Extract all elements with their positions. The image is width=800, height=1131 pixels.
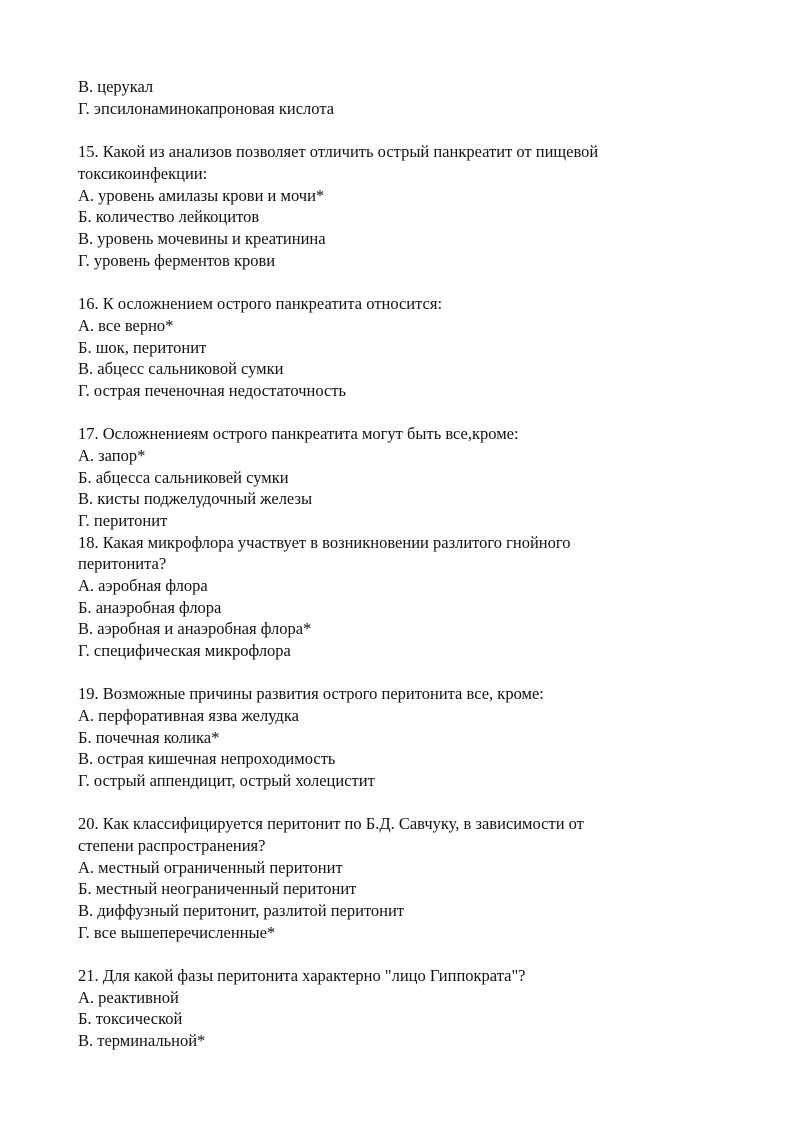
answer-option-a-q15: А. уровень амилазы крови и мочи* [78,186,325,205]
answer-option-g-q16: Г. острая печеночная недостаточность [78,381,347,400]
answer-option-b-q18: Б. анаэробная флора [78,598,222,617]
answer-option-v-q14: В. церукал [78,77,154,96]
answer-option-v-q19: В. острая кишечная непроходимость [78,749,336,768]
question-16-title: 16. К осложнением острого панкреатита относится: [78,294,443,313]
answer-option-a-q18: А. аэробная флора [78,576,208,595]
answer-option-v-q20: В. диффузный перитонит, разлитой перитонит [78,901,405,920]
answer-option-v-q16: В. абцесс сальниковой сумки [78,359,284,378]
answer-option-b-q17: Б. абцесса сальниковей сумки [78,468,289,487]
answer-option-v-q15: В. уровень мочевины и креатинина [78,229,326,248]
answer-option-a-q16: А. все верно* [78,316,174,335]
answer-option-v-q18: В. аэробная и анаэробная флора* [78,619,312,638]
answer-option-a-q17: А. запор* [78,446,146,465]
question-19-title: 19. Возможные причины развития острого перитонита все, кроме: [78,684,544,703]
question-18-title: 18. Какая микрофлора участвует в возникновении разлитого гнойного [78,533,571,552]
answer-option-g-q15: Г. уровень ферментов крови [78,251,276,270]
question-15-title: 15. Какой из анализов позволяет отличить острый панкреатит от пищевой [78,142,599,161]
question-17-title: 17. Осложнениеям острого панкреатита могут быть все,кроме: [78,424,519,443]
answer-option-g-q17: Г. перитонит [78,511,168,530]
answer-option-a-q20: А. местный ограниченный перитонит [78,858,343,877]
answer-option-b-q19: Б. почечная колика* [78,728,220,747]
answer-option-g-q18: Г. специфическая микрофлора [78,641,291,660]
answer-option-b-q15: Б. количество лейкоцитов [78,207,260,226]
answer-option-g-q20: Г. все вышеперечисленные* [78,923,276,942]
answer-option-a-q19: А. перфоративная язва желудка [78,706,299,725]
question-20-title: 20. Как классифицируется перитонит по Б.Д. Савчуку, в зависимости от [78,814,584,833]
answer-option-b-q21: Б. токсической [78,1009,183,1028]
answer-option-g-q14: Г. эпсилонаминокапроновая кислота [78,99,335,118]
question-18-title-cont: перитонита? [78,554,167,573]
answer-option-v-q17: В. кисты поджелудочный железы [78,489,313,508]
question-20-title-cont: степени распространения? [78,836,266,855]
answer-option-v-q21: В. терминальной* [78,1031,206,1050]
question-15-title-cont: токсикоинфекции: [78,164,208,183]
question-21-title: 21. Для какой фазы перитонита характерно "лицо Гиппократа"? [78,966,526,985]
answer-option-g-q19: Г. острый аппендицит, острый холецистит [78,771,375,790]
answer-option-a-q21: А. реактивной [78,988,179,1007]
answer-option-b-q16: Б. шок, перитонит [78,338,207,357]
answer-option-b-q20: Б. местный неограниченный перитонит [78,879,357,898]
